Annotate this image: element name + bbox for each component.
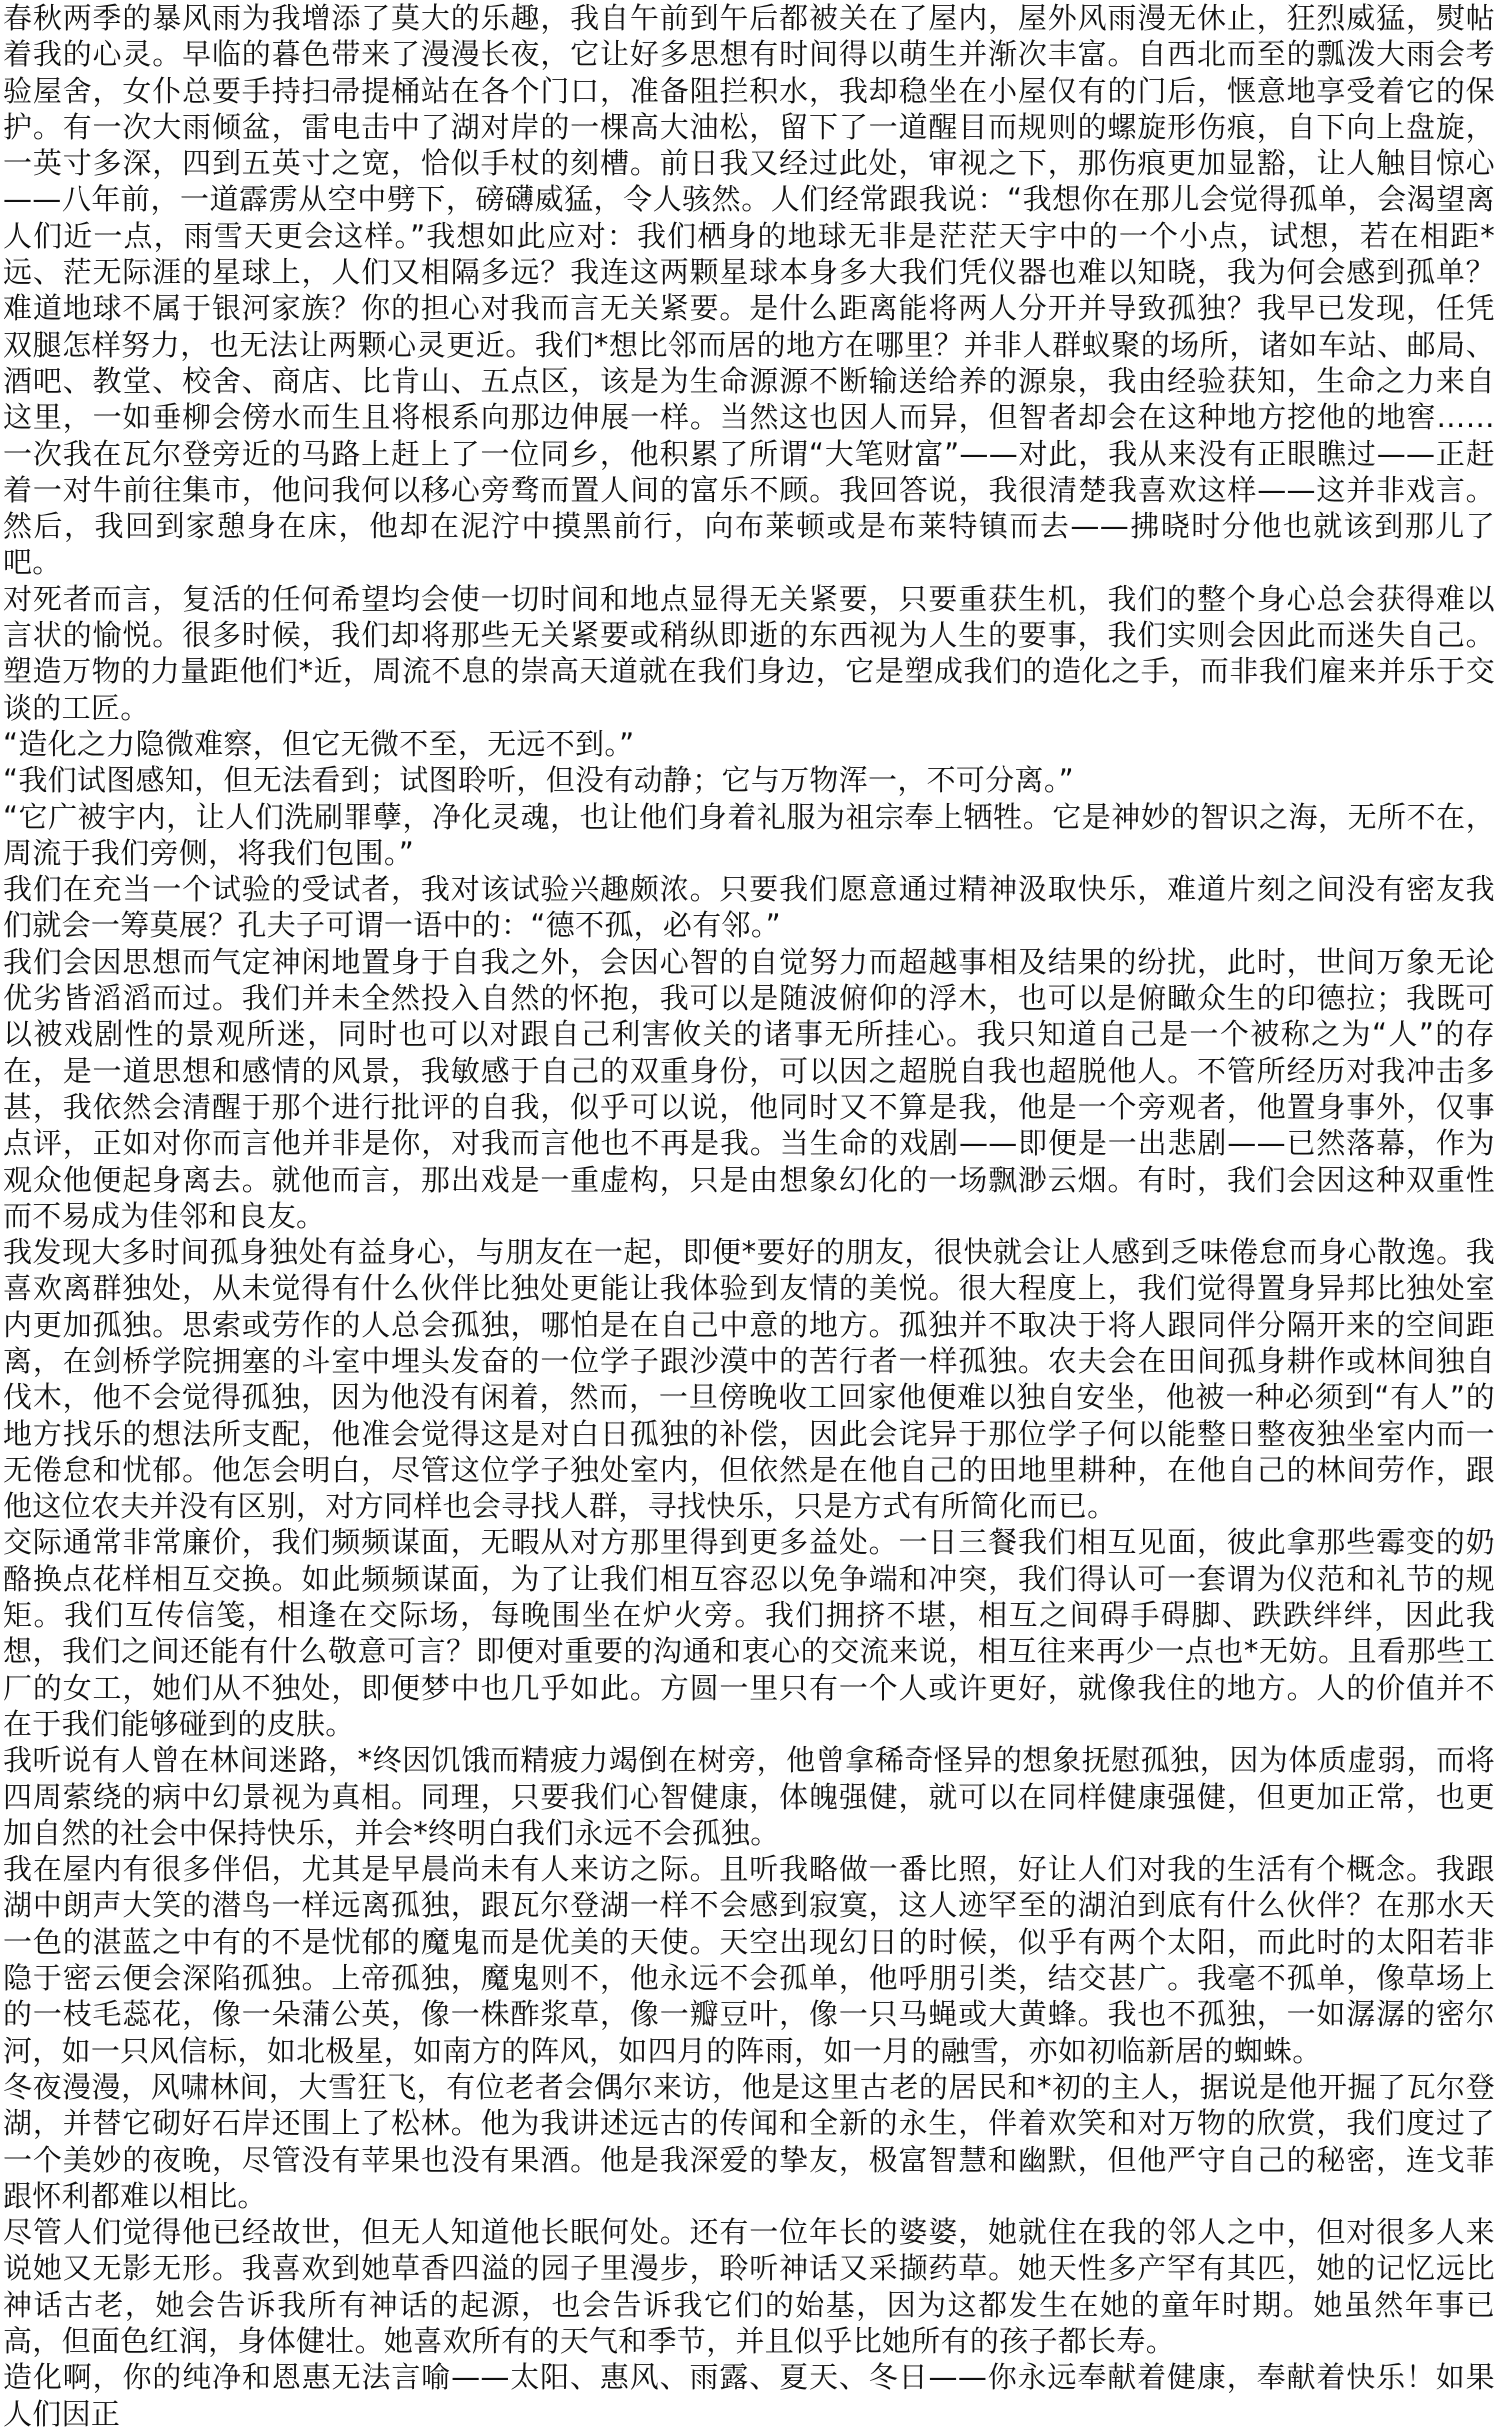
paragraph: 冬夜漫漫，风啸林间，大雪狂飞，有位老者会偶尔来访，他是这里古老的居民和*初的主人，据说是他开掘了瓦尔登湖，并替它砌好石岸还围上了松林。他为我讲述远古的传闻和全新的永生，伴着欢笑和对万物的欣赏，我们度过了一个美妙的夜晚，尽管没有苹果也没有果酒。他是我深爱的挚友，极富智慧和幽默，但他严守自己的秘密，连戈菲跟怀利都难以相比。 <box>3 2069 1495 2213</box>
paragraph: 我发现大多时间孤身独处有益身心，与朋友在一起，即便*要好的朋友，很快就会让人感到乏味倦怠而身心散逸。我喜欢离群独处，从未觉得有什么伙伴比独处更能让我体验到友情的美悦。很大程度上，我们觉得置身异邦比独处室内更加孤独。思索或劳作的人总会孤独，哪怕是在自己中意的地方。孤独并不取决于将人跟同伴分隔开来的空间距离，在剑桥学院拥塞的斗室中埋头发奋的一位学子跟沙漠中的苦行者一样孤独。农夫会在田间孤身耕作或林间独自伐木，他不会觉得孤独，因为他没有闲着，然而，一旦傍晚收工回家他便难以独自安坐，他被一种必须到“有人”的地方找乐的想法所支配，他准会觉得这是对白日孤独的补偿，因此会诧异于那位学子何以能整日整夜独坐室内而一无倦怠和忧郁。他怎会明白，尽管这位学子独处室内，但依然是在他自己的田地里耕种，在他自己的林间劳作，跟他这位农夫并没有区别，对方同样也会寻找人群，寻找快乐，只是方式有所简化而已。 <box>3 1235 1495 1524</box>
document-body <box>3 0 1495 2432</box>
paragraph: 我听说有人曾在林间迷路，*终因饥饿而精疲力竭倒在树旁，他曾拿稀奇怪异的想象抚慰孤独，因为体质虚弱，而将四周萦绕的病中幻景视为真相。同理，只要我们心智健康，体魄强健，就可以在同样健康强健，但更加正常，也更加自然的社会中保持快乐，并会*终明白我们永远不会孤独。 <box>3 1743 1495 1850</box>
paragraph: 造化啊，你的纯净和恩惠无法言喻——太阳、惠风、雨露、夏天、冬日——你永远奉献着健康，奉献着快乐！如果人们因正 <box>3 2360 1495 2431</box>
paragraph: “造化之力隐微难察，但它无微不至，无远不到。” <box>3 726 635 761</box>
paragraph: 我们在充当一个试验的受试者，我对该试验兴趣颇浓。只要我们愿意通过精神汲取快乐，难道片刻之间没有密友我们就会一筹莫展？孔夫子可谓一语中的：“德不孤，必有邻。” <box>3 872 1495 943</box>
paragraph: “它广被宇内，让人们洗刷罪孽，净化灵魂，也让他们身着礼服为祖宗奉上牺牲。它是神妙的智识之海，无所不在，周流于我们旁侧，将我们包围。” <box>3 799 1495 870</box>
paragraph: 我们会因思想而气定神闲地置身于自我之外，会因心智的自觉努力而超越事相及结果的纷扰，此时，世间万象无论优劣皆滔滔而过。我们并未全然投入自然的怀抱，我可以是随波俯仰的浮木，也可以是俯瞰众生的印德拉；我既可以被戏剧性的景观所迷，同时也可以对跟自己利害攸关的诸事无所挂心。我只知道自己是一个被称之为“人”的存在，是一道思想和感情的风景，我敏感于自己的双重身份，可以因之超脱自我也超脱他人。不管所经历对我冲击多甚，我依然会清醒于那个进行批评的自我，似乎可以说，他同时又不算是我，他是一个旁观者，他置身事外，仅事点评，正如对你而言他并非是你，对我而言他也不再是我。当生命的戏剧——即便是一出悲剧——已然落幕，作为观众他便起身离去。就他而言，那出戏是一重虚构，只是由想象幻化的一场飘渺云烟。有时，我们会因这种双重性而不易成为佳邻和良友。 <box>3 944 1495 1233</box>
paragraph: 对死者而言，复活的任何希望均会使一切时间和地点显得无关紧要，只要重获生机，我们的整个身心总会获得难以言状的愉悦。很多时候，我们却将那些无关紧要或稍纵即逝的东西视为人生的要事，我们实则会因此而迷失自己。塑造万物的力量距他们*近，周流不息的崇高天道就在我们身边，它是塑成我们的造化之手，而非我们雇来并乐于交谈的工匠。 <box>3 581 1495 725</box>
paragraph: 春秋两季的暴风雨为我增添了莫大的乐趣，我自午前到午后都被关在了屋内，屋外风雨漫无休止，狂烈威猛，熨帖着我的心灵。早临的暮色带来了漫漫长夜，它让好多思想有时间得以萌生并渐次丰富。自西北而至的瓢泼大雨会考验屋舍，女仆总要手持扫帚提桶站在各个门口，准备阻拦积水，我却稳坐在小屋仅有的门后，惬意地享受着它的保护。有一次大雨倾盆，雷电击中了湖对岸的一棵高大油松，留下了一道醒目而规则的螺旋形伤痕，自下向上盘旋，一英寸多深，四到五英寸之宽，恰似手杖的刻槽。前日我又经过此处，审视之下，那伤痕更加显豁，让人触目惊心——八年前，一道霹雳从空中劈下，磅礴威猛，令人骇然。人们经常跟我说：“我想你在那儿会觉得孤单，会渴望离人们近一点，雨雪天更会这样。”我想如此应对：我们栖身的地球无非是茫茫天宇中的一个小点，试想，若在相距*远、茫无际涯的星球上，人们又相隔多远？我连这两颗星球本身多大我们凭仪器也难以知晓，我为何会感到孤单？难道地球不属于银河家族？你的担心对我而言无关紧要。是什么距离能将两人分开并导致孤独？我早已发现，任凭双腿怎样努力，也无法让两颗心灵更近。我们*想比邻而居的地方在哪里？并非人群蚁聚的场所，诸如车站、邮局、酒吧、教堂、校舍、商店、比肯山、五点区，该是为生命源源不断输送给养的源泉，我由经验获知，生命之力来自这里，一如垂柳会傍水而生且将根系向那边伸展一样。当然这也因人而异，但智者却会在这种地方挖他的地窖……一次我在瓦尔登旁近的马路上赶上了一位同乡，他积累了所谓“大笔财富”——对此，我从来没有正眼瞧过——正赶着一对牛前往集市，他问我何以移心旁骛而置人间的富乐不顾。我回答说，我很清楚我喜欢这样——这并非戏言。然后，我回到家憩身在床，他却在泥泞中摸黑前行，向布莱顿或是布莱特镇而去——拂晓时分他也就该到那儿了吧。 <box>3 1 1495 580</box>
paragraph: 尽管人们觉得他已经故世，但无人知道他长眠何处。还有一位年长的婆婆，她就住在我的邻人之中，但对很多人来说她又无影无形。我喜欢到她草香四溢的园子里漫步，聆听神话又采撷药草。她天性多产罕有其匹，她的记忆远比神话古老，她会告诉我所有神话的起源，也会告诉我它们的始基，因为这都发生在她的童年时期。她虽然年事已高，但面色红润，身体健壮。她喜欢所有的天气和季节，并且似乎比她所有的孩子都长寿。 <box>3 2215 1495 2358</box>
paragraph: 我在屋内有很多伴侣，尤其是早晨尚未有人来访之际。且听我略做一番比照，好让人们对我的生活有个概念。我跟湖中朗声大笑的潜鸟一样远离孤独，跟瓦尔登湖一样不会感到寂寞，这人迹罕至的湖泊到底有什么伙伴？在那水天一色的湛蓝之中有的不是忧郁的魔鬼而是优美的天使。天空出现幻日的时候，似乎有两个太阳，而此时的太阳若非隐于密云便会深陷孤独。上帝孤独，魔鬼则不，他永远不会孤单，他呼朋引类，结交甚广。我毫不孤单，像草场上的一枝毛蕊花，像一朵蒲公英，像一株酢浆草，像一瓣豆叶，像一只马蝇或大黄蜂。我也不孤独，一如潺潺的密尔河，如一只风信标，如北极星，如南方的阵风，如四月的阵雨，如一月的融雪，亦如初临新居的蜘蛛。 <box>3 1852 1495 2068</box>
paragraph: 交际通常非常廉价，我们频频谋面，无暇从对方那里得到更多益处。一日三餐我们相互见面，彼此拿那些霉变的奶酪换点花样相互交换。如此频频谋面，为了让我们相互容忍以免争端和冲突，我们得认可一套谓为仪范和礼节的规矩。我们互传信笺，相逢在交际场，每晚围坐在炉火旁。我们拥挤不堪，相互之间碍手碍脚、跌跌绊绊，因此我想，我们之间还能有什么敬意可言？即便对重要的沟通和衷心的交流来说，相互往来再少一点也*无妨。且看那些工厂的女工，她们从不独处，即便梦中也几乎如此。方圆一里只有一个人或许更好，就像我住的地方。人的价值并不在于我们能够碰到的皮肤。 <box>3 1525 1495 1741</box>
paragraph: “我们试图感知，但无法看到；试图聆听，但没有动静；它与万物浑一，不可分离。” <box>3 763 1074 798</box>
